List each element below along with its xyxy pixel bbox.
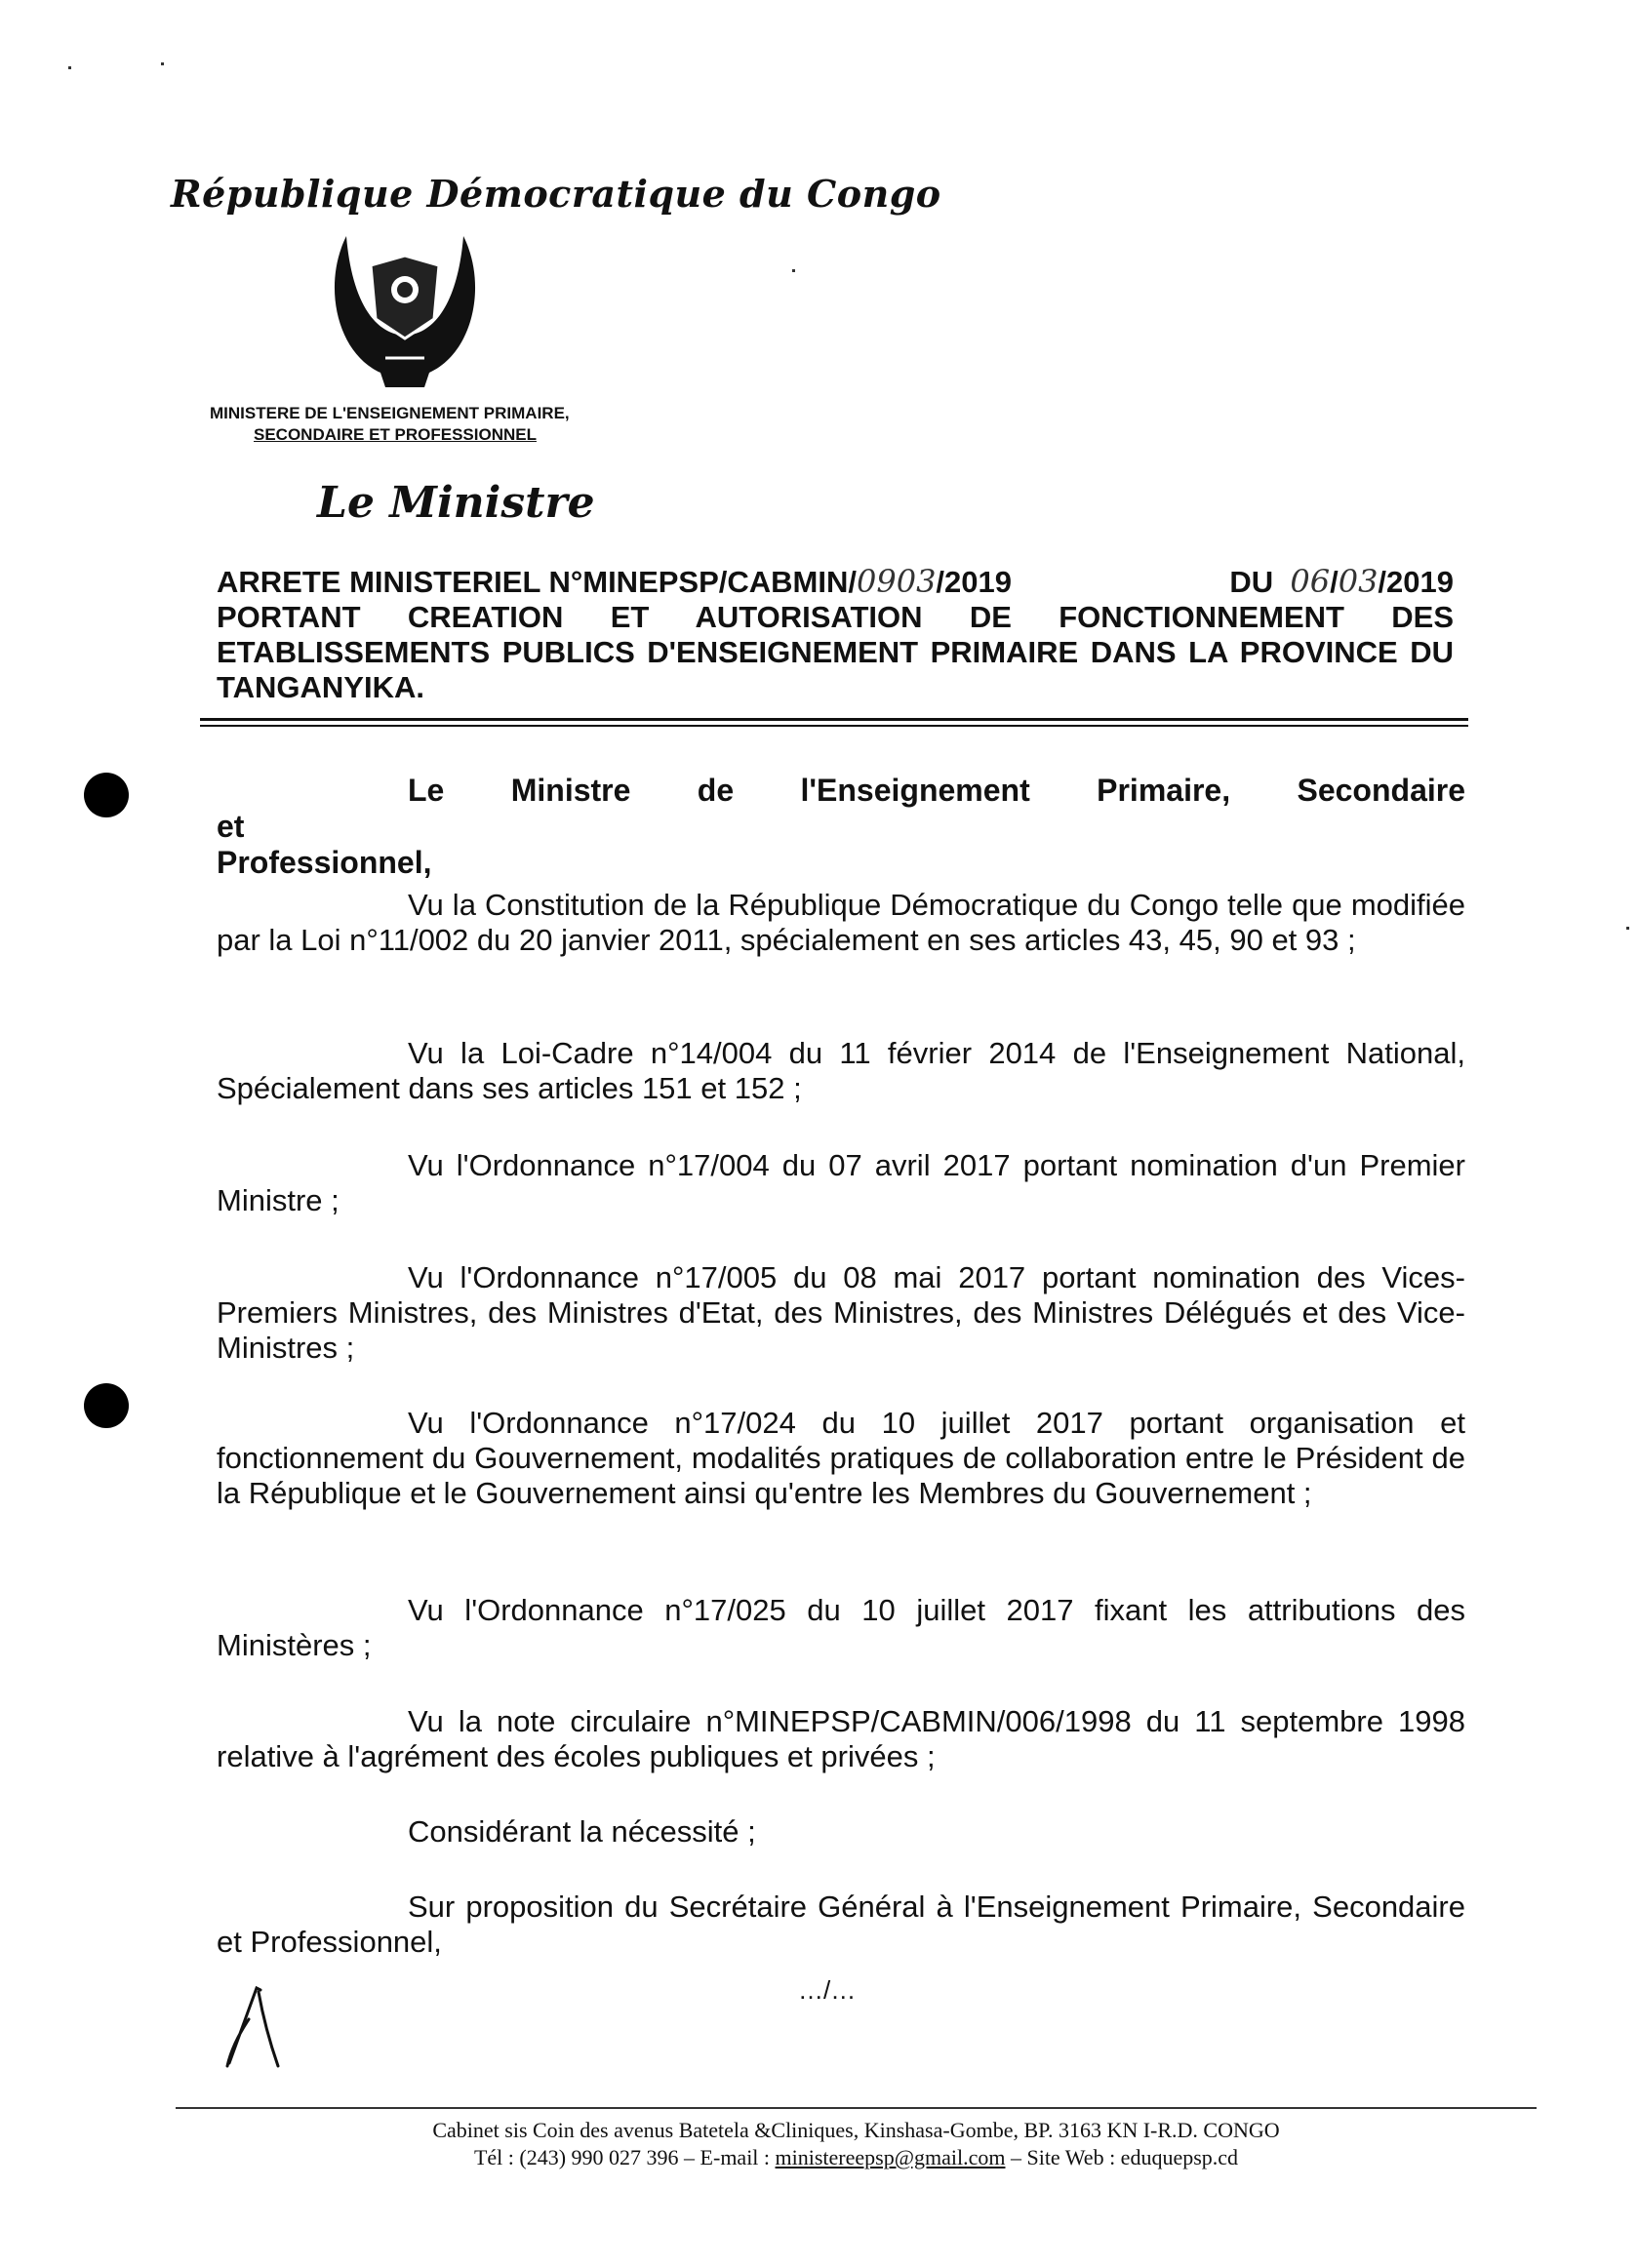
preamble-line-1: Le Ministre de l'Enseignement Primaire, Secondaire et [217,773,1465,844]
handwritten-day: 06 [1290,563,1331,600]
footer-website: – Site Web : eduquepsp.cd [1005,2145,1239,2169]
paragraph-text: Considérant la nécessité ; [408,1814,756,1849]
ministry-line-1: MINISTERE DE L'ENSEIGNEMENT PRIMAIRE, [210,404,570,422]
paragraph-considerant [217,1814,1465,1850]
arrete-prefix: ARRETE MINISTERIEL N°MINEPSP/CABMIN/ [217,565,857,599]
arrete-year: /2019 [936,565,1012,599]
punch-hole-bottom [84,1383,129,1428]
scan-speck [68,66,71,69]
ministry-name [210,403,570,446]
paragraph-constitution [217,888,1465,958]
title-rule-bottom [200,725,1468,727]
scan-speck [792,269,795,272]
page-continuation-mark: …/… [798,1975,857,2005]
footer [176,2117,1537,2171]
republique-heading: République Démocratique du Congo [171,172,941,216]
paragraph-ordonnance-17-004 [217,1148,1465,1218]
paragraph-ordonnance-17-005 [217,1260,1465,1366]
preamble-minister [217,773,1465,881]
handwritten-initial [220,1980,288,2068]
paragraph-proposition [217,1890,1465,1960]
handwritten-month: 03 [1338,563,1379,600]
date-separator: / [1330,565,1339,599]
paragraph-text: Sur proposition du Secrétaire Général à l'Enseignement Primaire, Secondaire et Professionnel, [217,1890,1465,1959]
paragraph-text: Vu l'Ordonnance n°17/005 du 08 mai 2017 portant nomination des Vices-Premiers Ministres, des Ministres d'Etat, des Ministres, des Ministres Délégués et des Vice-Ministres ; [217,1260,1465,1365]
date-year: /2019 [1378,565,1454,599]
coat-of-arms-emblem [327,226,483,392]
paragraph-text: Vu la note circulaire n°MINEPSP/CABMIN/006/1998 du 11 septembre 1998 relative à l'agrément des écoles publiques et privées ; [217,1704,1465,1773]
scan-speck [161,62,164,65]
footer-address: Cabinet sis Coin des avenus Batetela &Cliniques, Kinshasa-Gombe, BP. 3163 KN I-R.D. CONGO [432,2118,1280,2142]
arrete-number [217,564,1012,600]
paragraph-text: Vu l'Ordonnance n°17/004 du 07 avril 2017 portant nomination d'un Premier Ministre ; [217,1148,1465,1217]
title-rule-top [200,718,1468,721]
footer-contact [176,2144,1537,2171]
punch-hole-top [84,773,129,817]
paragraph-text: Vu l'Ordonnance n°17/025 du 10 juillet 2017 fixant les attributions des Ministères ; [217,1593,1465,1662]
footer-rule [176,2107,1537,2109]
preamble-line-2: Professionnel, [217,845,432,880]
handwritten-number: 0903 [856,563,937,600]
scan-speck [1626,927,1629,930]
paragraph-ordonnance-17-024 [217,1406,1465,1511]
arrete-date [1229,564,1454,600]
paragraph-note-circulaire [217,1704,1465,1774]
du-label: DU [1229,565,1274,599]
arrete-title [217,564,1454,705]
ministry-line-2: SECONDAIRE ET PROFESSIONNEL [254,425,537,444]
paragraph-text: Vu la Loi-Cadre n°14/004 du 11 février 2014 de l'Enseignement National, Spécialement dans ses articles 151 et 152 ; [217,1036,1465,1105]
paragraph-loi-cadre [217,1036,1465,1106]
paragraph-text: Vu l'Ordonnance n°17/024 du 10 juillet 2017 portant organisation et fonctionnement du Gouvernement, modalités pratiques de collaboration entre le Président de la République et le Gouvernement ainsi qu'entre les Membres du Gouvernement ; [217,1406,1465,1510]
arrete-subject: PORTANT CREATION ET AUTORISATION DE FONCTIONNEMENT DES ETABLISSEMENTS PUBLICS D'ENSEIGNEMENT PRIMAIRE DANS LA PROVINCE DU TANGANYIKA. [217,600,1454,704]
le-ministre-heading: Le Ministre [317,478,595,528]
paragraph-text: Vu la Constitution de la République Démocratique du Congo telle que modifiée par la Loi n°11/002 du 20 janvier 2011, spécialement en ses articles 43, 45, 90 et 93 ; [217,888,1465,957]
paragraph-ordonnance-17-025 [217,1593,1465,1663]
footer-email-link[interactable]: ministereepsp@gmail.com [775,2145,1006,2169]
arrete-number-line [217,564,1454,600]
footer-phone: Tél : (243) 990 027 396 – E-mail : [473,2145,776,2169]
